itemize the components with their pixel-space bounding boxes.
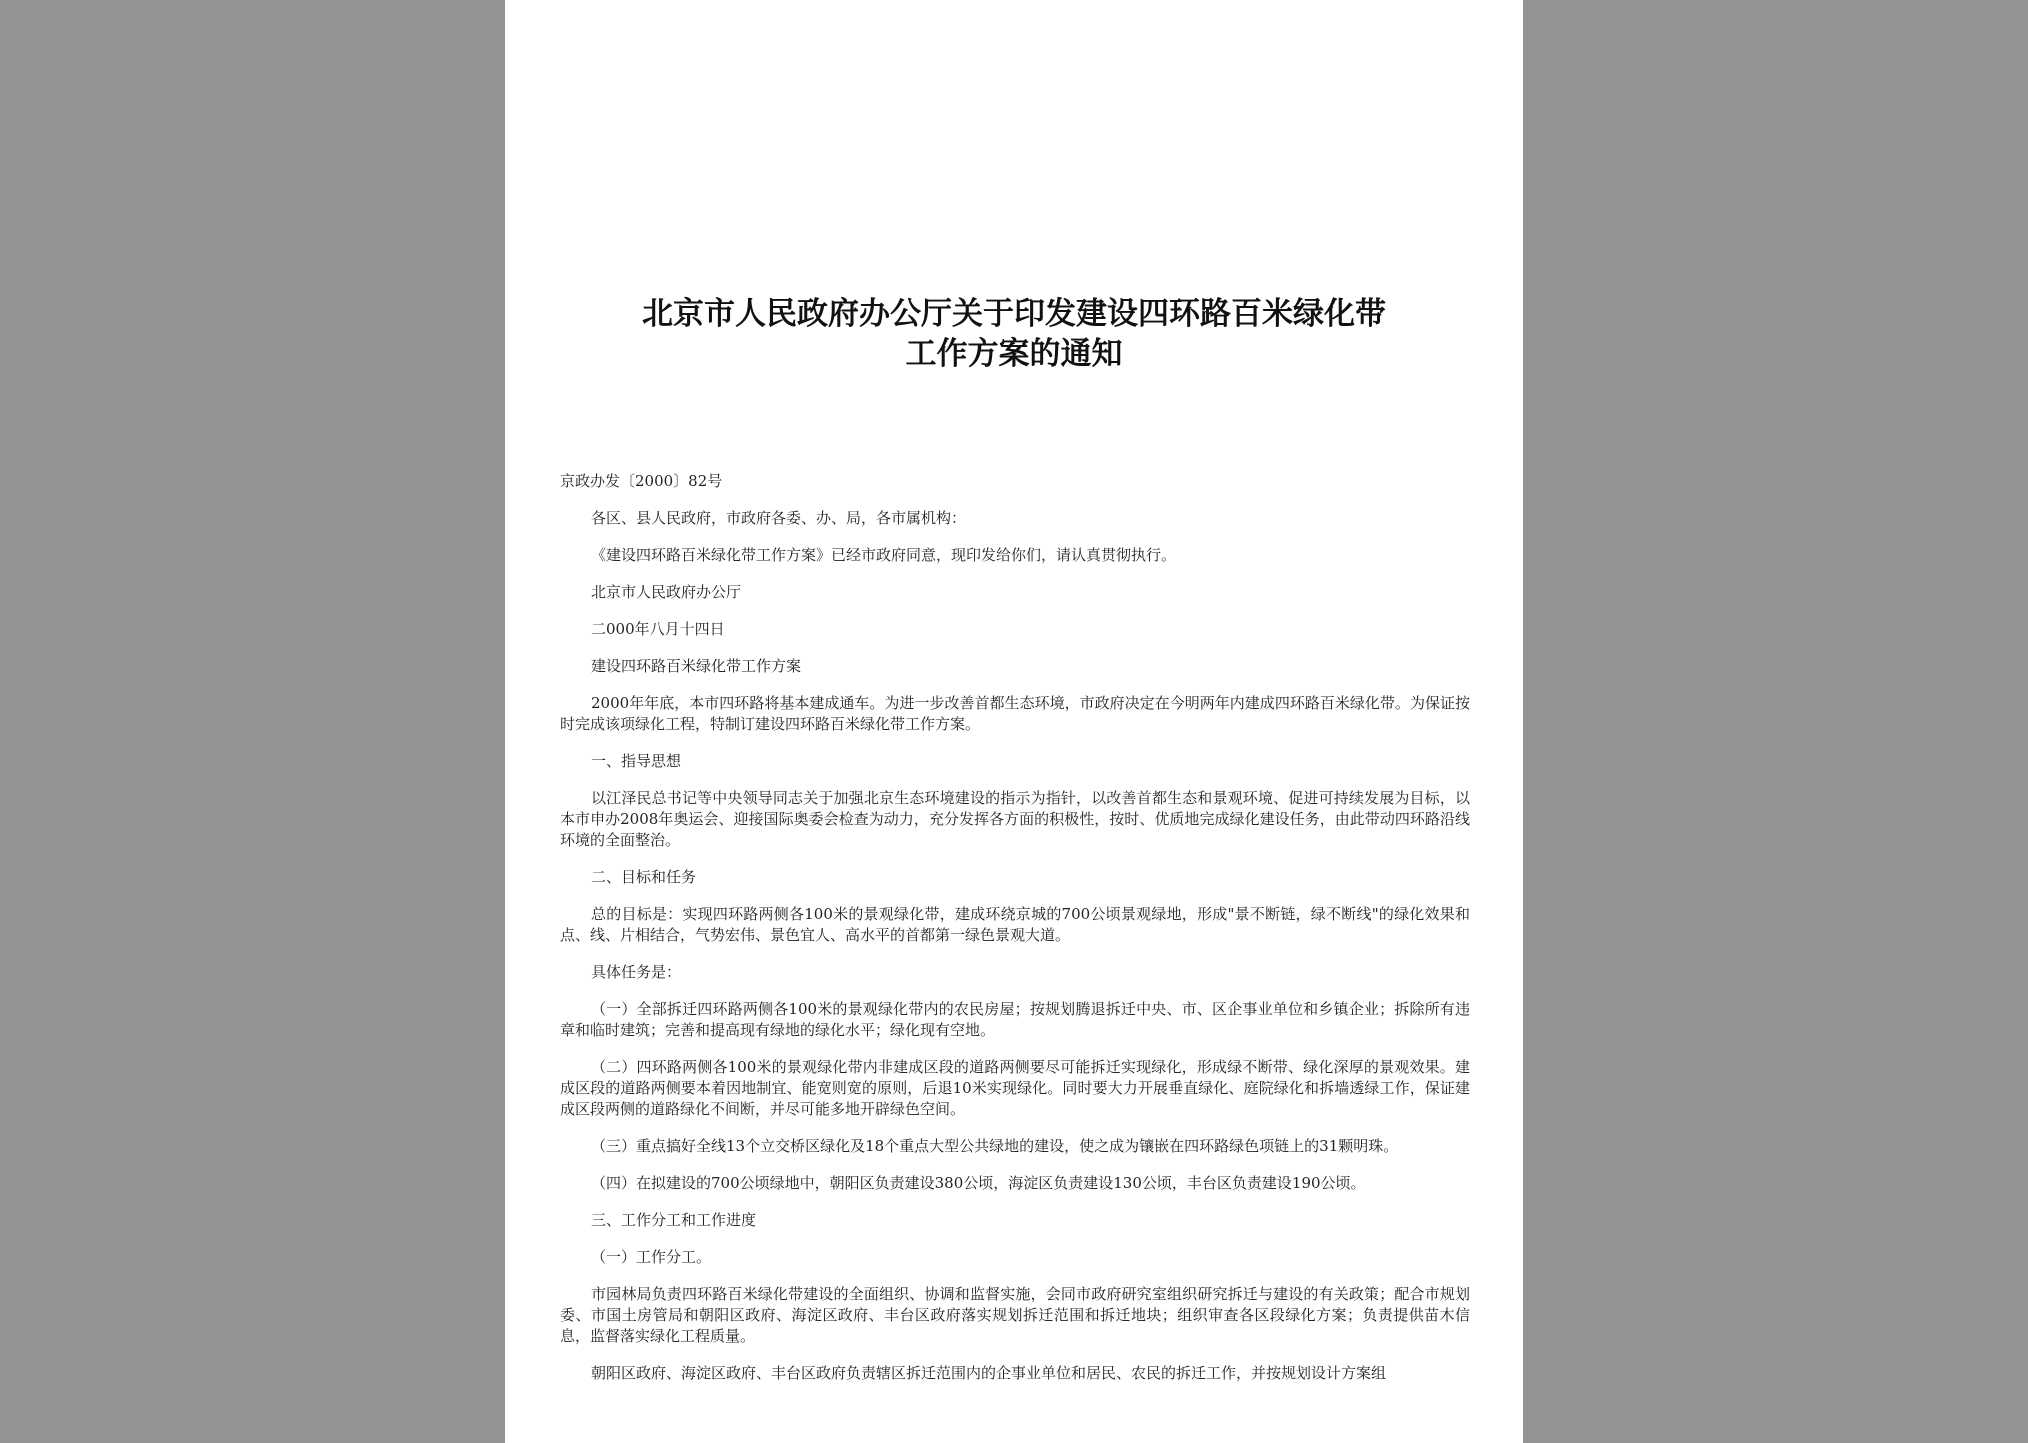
section-1-text: 以江泽民总书记等中央领导同志关于加强北京生态环境建设的指示为指针，以改善首都生态和景观环境、促进可持续发展为目标，以本市申办2008年奥运会、迎接国际奥委会检查为动力，充分发挥各方面的积极性，按时、优质地完成绿化建设任务，由此带动四环路沿线环境的全面整治。 xyxy=(560,789,1470,849)
document-page xyxy=(505,0,1523,1443)
task-1: （一）全部拆迁四环路两侧各100米的景观绿化带内的农民房屋；按规划腾退拆迁中央、市、区企事业单位和乡镇企业；拆除所有违章和临时建筑；完善和提高现有绿地的绿化水平；绿化现有空地。 xyxy=(560,1000,1470,1039)
section-3-heading: 三、工作分工和工作进度 xyxy=(591,1211,757,1229)
issuer: 北京市人民政府办公厅 xyxy=(591,583,742,601)
intro-paragraph: 《建设四环路百米绿化带工作方案》已经市政府同意，现印发给你们，请认真贯彻执行。 xyxy=(591,546,1177,564)
plan-title: 建设四环路百米绿化带工作方案 xyxy=(591,657,802,675)
section-3-text-2: 朝阳区政府、海淀区政府、丰台区政府负责辖区拆迁范围内的企事业单位和居民、农民的拆迁工作，并按规划设计方案组 xyxy=(591,1364,1387,1382)
document-title-line-1: 北京市人民政府办公厅关于印发建设四环路百米绿化带 xyxy=(642,296,1386,332)
task-4: （四）在拟建设的700公顷绿地中，朝阳区负责建设380公顷，海淀区负责建设130公顷，丰台区负责建设190公顷。 xyxy=(591,1174,1366,1192)
section-2-goal: 总的目标是：实现四环路两侧各100米的景观绿化带，建成环绕京城的700公顷景观绿地，形成"景不断链，绿不断线"的绿化效果和点、线、片相结合，气势宏伟、景色宜人、高水平的首都第一绿色景观大道。 xyxy=(560,905,1470,944)
section-1-heading: 一、指导思想 xyxy=(591,752,682,770)
section-3-subheading: （一）工作分工。 xyxy=(591,1248,712,1266)
document-title-line-2: 工作方案的通知 xyxy=(905,336,1123,372)
background-paragraph: 2000年年底，本市四环路将基本建成通车。为进一步改善首都生态环境，市政府决定在今明两年内建成四环路百米绿化带。为保证按时完成该项绿化工程，特制订建设四环路百米绿化带工作方案。 xyxy=(560,694,1470,733)
issue-date: 二000年八月十四日 xyxy=(591,620,725,638)
section-2-heading: 二、目标和任务 xyxy=(591,868,697,886)
document-number: 京政办发〔2000〕82号 xyxy=(560,472,723,490)
addressee: 各区、县人民政府，市政府各委、办、局，各市属机构： xyxy=(591,509,967,527)
section-3-text-1: 市园林局负责四环路百米绿化带建设的全面组织、协调和监督实施，会同市政府研究室组织研究拆迁与建设的有关政策；配合市规划委、市国土房管局和朝阳区政府、海淀区政府、丰台区政府落实规划拆迁范围和拆迁地块；组织审查各区段绿化方案；负责提供苗木信息，监督落实绿化工程质量。 xyxy=(560,1285,1470,1345)
task-2: （二）四环路两侧各100米的景观绿化带内非建成区段的道路两侧要尽可能拆迁实现绿化，形成绿不断带、绿化深厚的景观效果。建成区段的道路两侧要本着因地制宜、能宽则宽的原则，后退10米实现绿化。同时要大力开展垂直绿化、庭院绿化和拆墙透绿工作，保证建成区段两侧的道路绿化不间断，并尽可能多地开辟绿色空间。 xyxy=(560,1058,1470,1118)
section-2-tasks-label: 具体任务是： xyxy=(591,963,682,981)
task-3: （三）重点搞好全线13个立交桥区绿化及18个重点大型公共绿地的建设，使之成为镶嵌在四环路绿色项链上的31颗明珠。 xyxy=(591,1137,1399,1155)
